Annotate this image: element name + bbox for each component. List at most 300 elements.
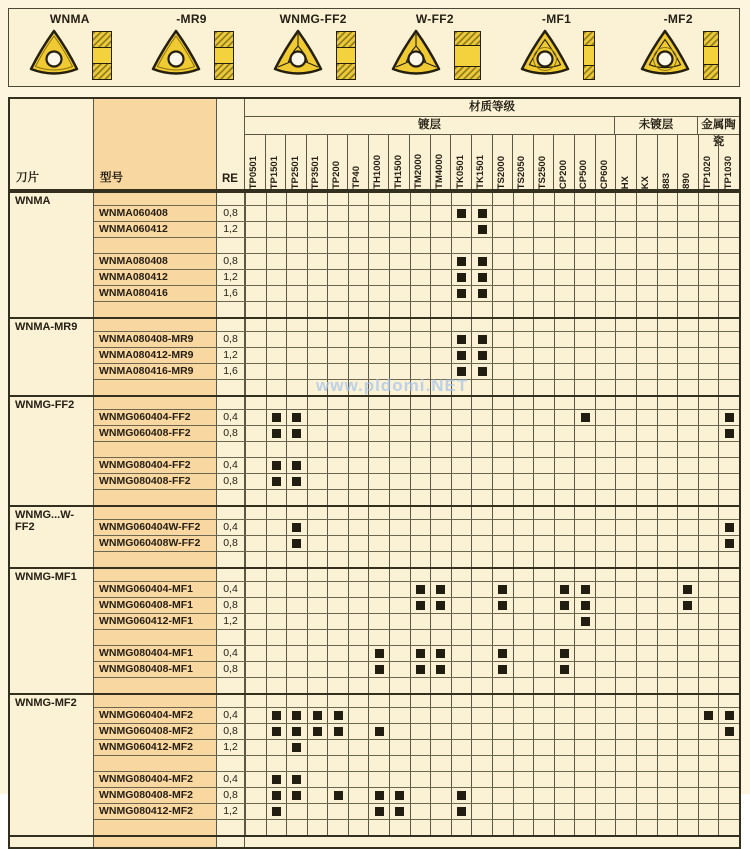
grade-cell	[698, 364, 719, 379]
grade-cell	[286, 380, 307, 395]
grade-cell	[513, 507, 534, 519]
grade-cell	[307, 410, 328, 425]
availability-mark	[725, 523, 734, 532]
grade-cell	[533, 569, 554, 581]
grade-cell	[595, 724, 616, 739]
spacer-row	[94, 819, 739, 835]
re-cell	[217, 756, 245, 771]
table-row	[94, 597, 739, 613]
grade-cell	[574, 678, 595, 693]
grade-cell	[554, 474, 575, 489]
grade-cell	[245, 332, 266, 347]
grade-cell	[533, 724, 554, 739]
grade-cell	[327, 364, 348, 379]
grade-cell	[492, 772, 513, 787]
grade-cell	[430, 678, 451, 693]
insert-item	[617, 9, 739, 86]
grade-cell	[636, 348, 657, 363]
grade-column-label: TS2050	[516, 155, 528, 189]
grade-cell	[451, 286, 472, 301]
grade-cell	[245, 630, 266, 645]
insert-group	[10, 317, 739, 395]
insert-side-view-icon	[92, 31, 112, 80]
grade-cell	[513, 552, 534, 567]
grade-cell	[533, 614, 554, 629]
grade-cell	[245, 193, 266, 205]
grade-cell	[574, 397, 595, 409]
grade-cell	[327, 740, 348, 755]
grade-column	[636, 135, 657, 189]
grade-cell	[615, 536, 636, 551]
hatch-band-icon	[337, 64, 355, 79]
grade-cell	[698, 206, 719, 221]
grade-cell	[595, 254, 616, 269]
grade-cell	[410, 193, 431, 205]
grade-cell	[718, 788, 739, 803]
availability-mark	[334, 727, 343, 736]
grade-cell	[615, 332, 636, 347]
grade-cell	[574, 238, 595, 253]
grade-column	[657, 135, 678, 189]
model-cell	[94, 380, 217, 395]
grade-cell	[348, 364, 369, 379]
grade-cell	[307, 804, 328, 819]
grade-cell	[657, 678, 678, 693]
grade-cell	[636, 302, 657, 317]
grade-cell	[718, 222, 739, 237]
grade-cell	[492, 788, 513, 803]
grade-cell	[389, 490, 410, 505]
grade-cell	[266, 426, 287, 441]
availability-mark	[292, 429, 301, 438]
grade-cell	[286, 630, 307, 645]
insert-label: W-FF2	[415, 12, 454, 26]
grade-cell	[410, 380, 431, 395]
grade-cell	[492, 380, 513, 395]
grade-cell	[389, 820, 410, 835]
spacer-row	[94, 677, 739, 693]
table-row	[94, 347, 739, 363]
re-cell: 0,4	[217, 708, 245, 723]
grade-cell	[657, 536, 678, 551]
grade-cell	[533, 708, 554, 723]
grade-cell	[698, 222, 719, 237]
grade-cell	[513, 788, 534, 803]
grade-cell	[554, 410, 575, 425]
grade-cell	[430, 598, 451, 613]
grade-cell	[554, 788, 575, 803]
grade-cell	[657, 442, 678, 457]
grade-column	[533, 135, 554, 189]
grade-cell	[554, 270, 575, 285]
grade-cell	[286, 206, 307, 221]
grade-cell	[430, 646, 451, 661]
plain-band	[704, 46, 718, 65]
group-rows	[94, 397, 739, 505]
table-row	[94, 457, 739, 473]
grade-cell	[471, 536, 492, 551]
grade-cell	[677, 426, 698, 441]
grade-cell	[389, 380, 410, 395]
grade-cell	[368, 646, 389, 661]
grade-cell	[389, 193, 410, 205]
grade-column-label: CP600	[598, 159, 610, 189]
grade-cell	[368, 520, 389, 535]
grade-cell	[718, 380, 739, 395]
grade-cell	[677, 364, 698, 379]
availability-mark	[581, 413, 590, 422]
grade-cell	[471, 238, 492, 253]
grade-cell	[657, 708, 678, 723]
grade-cell	[368, 222, 389, 237]
grade-cell	[718, 254, 739, 269]
availability-mark	[560, 585, 569, 594]
grade-cell	[307, 332, 328, 347]
grade-cell	[492, 520, 513, 535]
grade-cell	[451, 630, 472, 645]
table-row	[94, 205, 739, 221]
grade-cell	[471, 410, 492, 425]
grade-cell	[348, 270, 369, 285]
grade-column	[615, 135, 636, 189]
grade-cell	[595, 788, 616, 803]
clipped-next-group	[10, 835, 739, 847]
grade-cell	[513, 536, 534, 551]
grade-cell	[677, 254, 698, 269]
grade-cell	[266, 254, 287, 269]
availability-mark	[725, 727, 734, 736]
grade-cell	[574, 569, 595, 581]
grade-cell	[636, 804, 657, 819]
grade-cell	[533, 678, 554, 693]
grade-column-label: TP0501	[248, 155, 260, 189]
hatch-band-icon	[704, 65, 718, 79]
model-cell: WNMA080408	[94, 254, 217, 269]
grade-cell	[595, 206, 616, 221]
grade-cell	[513, 206, 534, 221]
grade-cell	[245, 286, 266, 301]
grade-cell	[554, 598, 575, 613]
grade-cell	[533, 662, 554, 677]
grade-cell	[677, 695, 698, 707]
grade-cell	[307, 756, 328, 771]
spacer-row	[94, 237, 739, 253]
grade-cell	[471, 662, 492, 677]
availability-mark	[498, 601, 507, 610]
grade-cell	[389, 206, 410, 221]
grade-cell	[286, 222, 307, 237]
grade-cell	[533, 474, 554, 489]
grade-cell	[574, 582, 595, 597]
re-cell	[217, 630, 245, 645]
grade-column	[574, 135, 595, 189]
grade-cell	[327, 507, 348, 519]
grade-cell	[368, 410, 389, 425]
grade-cell	[471, 458, 492, 473]
grade-cell	[657, 646, 678, 661]
grade-cell	[410, 222, 431, 237]
grade-cell	[718, 442, 739, 457]
grade-cell	[307, 238, 328, 253]
grade-cell	[492, 410, 513, 425]
grade-cell	[389, 348, 410, 363]
grade-cell	[368, 426, 389, 441]
grade-cell	[348, 724, 369, 739]
availability-mark	[272, 413, 281, 422]
grade-cell	[513, 380, 534, 395]
plain-band	[337, 47, 355, 64]
plain-band	[455, 45, 480, 67]
grade-cell	[451, 507, 472, 519]
grade-cell	[718, 695, 739, 707]
grade-cell	[533, 270, 554, 285]
grade-cell	[327, 397, 348, 409]
group-header-row	[94, 569, 739, 581]
grade-cell	[657, 222, 678, 237]
model-cell	[94, 837, 217, 847]
availability-mark	[416, 585, 425, 594]
table-row	[94, 535, 739, 551]
grade-cell	[389, 614, 410, 629]
grade-cell	[718, 302, 739, 317]
grade-cell	[615, 772, 636, 787]
grade-cell	[266, 332, 287, 347]
grade-cell	[410, 536, 431, 551]
grade-cell	[410, 788, 431, 803]
grade-cell	[595, 332, 616, 347]
grade-cell	[636, 458, 657, 473]
grade-cell	[554, 332, 575, 347]
grade-cell	[554, 820, 575, 835]
availability-mark	[292, 523, 301, 532]
grade-cell	[636, 474, 657, 489]
grade-cell	[718, 193, 739, 205]
grade-cell	[348, 397, 369, 409]
grade-cell	[451, 695, 472, 707]
grade-cell	[698, 630, 719, 645]
grade-cell	[327, 193, 348, 205]
grade-cell	[533, 397, 554, 409]
grade-cell	[307, 820, 328, 835]
insert-face-icon	[389, 28, 443, 83]
hatch-band-icon	[455, 67, 480, 80]
insert-label: WNMG-FF2	[279, 12, 347, 26]
grade-cell	[286, 598, 307, 613]
grade-cell	[698, 552, 719, 567]
grade-cell	[368, 772, 389, 787]
grade-cell	[327, 442, 348, 457]
availability-mark	[436, 665, 445, 674]
grade-cell	[657, 193, 678, 205]
grade-cell	[533, 520, 554, 535]
grade-cell	[471, 397, 492, 409]
grade-cell	[307, 662, 328, 677]
grade-cell	[533, 458, 554, 473]
blade-cell	[10, 837, 94, 847]
grade-cell	[307, 206, 328, 221]
grade-cell	[636, 662, 657, 677]
grade-cell	[698, 380, 719, 395]
grade-cell	[327, 678, 348, 693]
grade-cell	[368, 348, 389, 363]
grade-cell	[368, 380, 389, 395]
grade-cell	[410, 410, 431, 425]
grade-cell	[533, 820, 554, 835]
hatch-band-icon	[215, 64, 233, 79]
availability-mark	[560, 601, 569, 610]
insert-label: -MF1	[541, 12, 572, 26]
re-cell: 1,2	[217, 348, 245, 363]
insert-face-icon	[518, 28, 572, 83]
grade-cell	[410, 630, 431, 645]
grade-cell	[286, 788, 307, 803]
grade-cell	[574, 724, 595, 739]
grade-cell	[368, 319, 389, 331]
grade-cell	[718, 552, 739, 567]
grade-cell	[410, 270, 431, 285]
grade-cell	[574, 380, 595, 395]
grade-cell	[348, 646, 369, 661]
grade-cell	[657, 332, 678, 347]
grade-cell	[615, 598, 636, 613]
grade-cell	[368, 695, 389, 707]
group-header-row	[94, 695, 739, 707]
grade-cell	[513, 222, 534, 237]
grade-cell	[286, 193, 307, 205]
grade-cell	[657, 270, 678, 285]
grade-cell	[513, 474, 534, 489]
grade-cell	[513, 520, 534, 535]
re-cell: 0,8	[217, 536, 245, 551]
model-cell: WNMG060404-MF1	[94, 582, 217, 597]
insert-item	[131, 9, 253, 86]
grade-cell	[595, 740, 616, 755]
grade-cell	[451, 380, 472, 395]
grade-cell	[471, 490, 492, 505]
grade-cell	[327, 222, 348, 237]
grade-cell	[533, 319, 554, 331]
grade-cell	[430, 695, 451, 707]
insert-item	[9, 9, 131, 86]
availability-mark	[334, 791, 343, 800]
grade-cell	[574, 364, 595, 379]
grade-cell	[266, 788, 287, 803]
grade-cell	[718, 724, 739, 739]
grade-cell	[327, 630, 348, 645]
grade-cell	[410, 820, 431, 835]
grade-cell	[492, 536, 513, 551]
grade-cell	[410, 520, 431, 535]
grade-cell	[574, 193, 595, 205]
grade-cell	[348, 238, 369, 253]
group-header-row	[94, 319, 739, 331]
grade-cell	[615, 662, 636, 677]
grade-cell	[554, 238, 575, 253]
grade-column-label: TH1500	[392, 155, 404, 189]
grade-cell	[430, 536, 451, 551]
grade-cell	[307, 364, 328, 379]
insert-face-icon	[638, 28, 692, 83]
grade-cell	[636, 536, 657, 551]
grade-column	[718, 135, 739, 189]
grade-cell	[636, 598, 657, 613]
grade-cell	[492, 614, 513, 629]
grade-cell	[492, 507, 513, 519]
re-cell: 0,4	[217, 646, 245, 661]
grade-cell	[327, 614, 348, 629]
grade-cell	[348, 678, 369, 693]
model-cell: WNMG080408-FF2	[94, 474, 217, 489]
grade-cell	[698, 820, 719, 835]
grade-cell	[451, 254, 472, 269]
model-cell: WNMA080408-MR9	[94, 332, 217, 347]
grade-cell	[471, 724, 492, 739]
availability-mark	[478, 367, 487, 376]
model-cell: WNMG080404-MF2	[94, 772, 217, 787]
grade-cell	[327, 646, 348, 661]
grade-cell	[492, 740, 513, 755]
table-row	[94, 661, 739, 677]
grade-cell	[245, 695, 266, 707]
grade-cell	[677, 332, 698, 347]
grade-cell	[615, 348, 636, 363]
grade-cell	[657, 804, 678, 819]
grade-cell	[513, 582, 534, 597]
grade-cell	[266, 458, 287, 473]
grade-cell	[307, 222, 328, 237]
grade-cell	[595, 348, 616, 363]
insert-side-view-icon	[336, 31, 356, 80]
grade-cell	[410, 646, 431, 661]
grade-cell	[410, 254, 431, 269]
grade-cell	[451, 364, 472, 379]
grade-cell	[574, 442, 595, 457]
grade-cell	[368, 614, 389, 629]
grade-cell	[574, 270, 595, 285]
grade-cell	[574, 804, 595, 819]
grade-cell	[698, 270, 719, 285]
group-rows	[94, 193, 739, 317]
grade-cell	[492, 332, 513, 347]
grade-cell	[698, 678, 719, 693]
col-header-re: RE	[217, 99, 245, 189]
grade-cell	[492, 426, 513, 441]
grade-cell	[451, 662, 472, 677]
grade-cell	[574, 536, 595, 551]
re-cell	[217, 820, 245, 835]
re-cell: 0,4	[217, 582, 245, 597]
grade-cell	[451, 598, 472, 613]
grade-cell	[451, 646, 472, 661]
grade-cell	[245, 708, 266, 723]
grade-cell	[410, 708, 431, 723]
grade-cell	[266, 286, 287, 301]
grade-column	[409, 135, 430, 189]
grade-cell	[389, 678, 410, 693]
grade-cell	[492, 193, 513, 205]
grade-cell	[615, 206, 636, 221]
grade-cell	[677, 552, 698, 567]
grade-cell	[574, 756, 595, 771]
availability-mark	[292, 775, 301, 784]
grade-cell	[245, 348, 266, 363]
grade-cell	[451, 614, 472, 629]
grade-column	[368, 135, 389, 189]
grade-cell	[595, 662, 616, 677]
re-cell	[217, 380, 245, 395]
grade-cell	[286, 536, 307, 551]
model-cell: WNMG060404-FF2	[94, 410, 217, 425]
